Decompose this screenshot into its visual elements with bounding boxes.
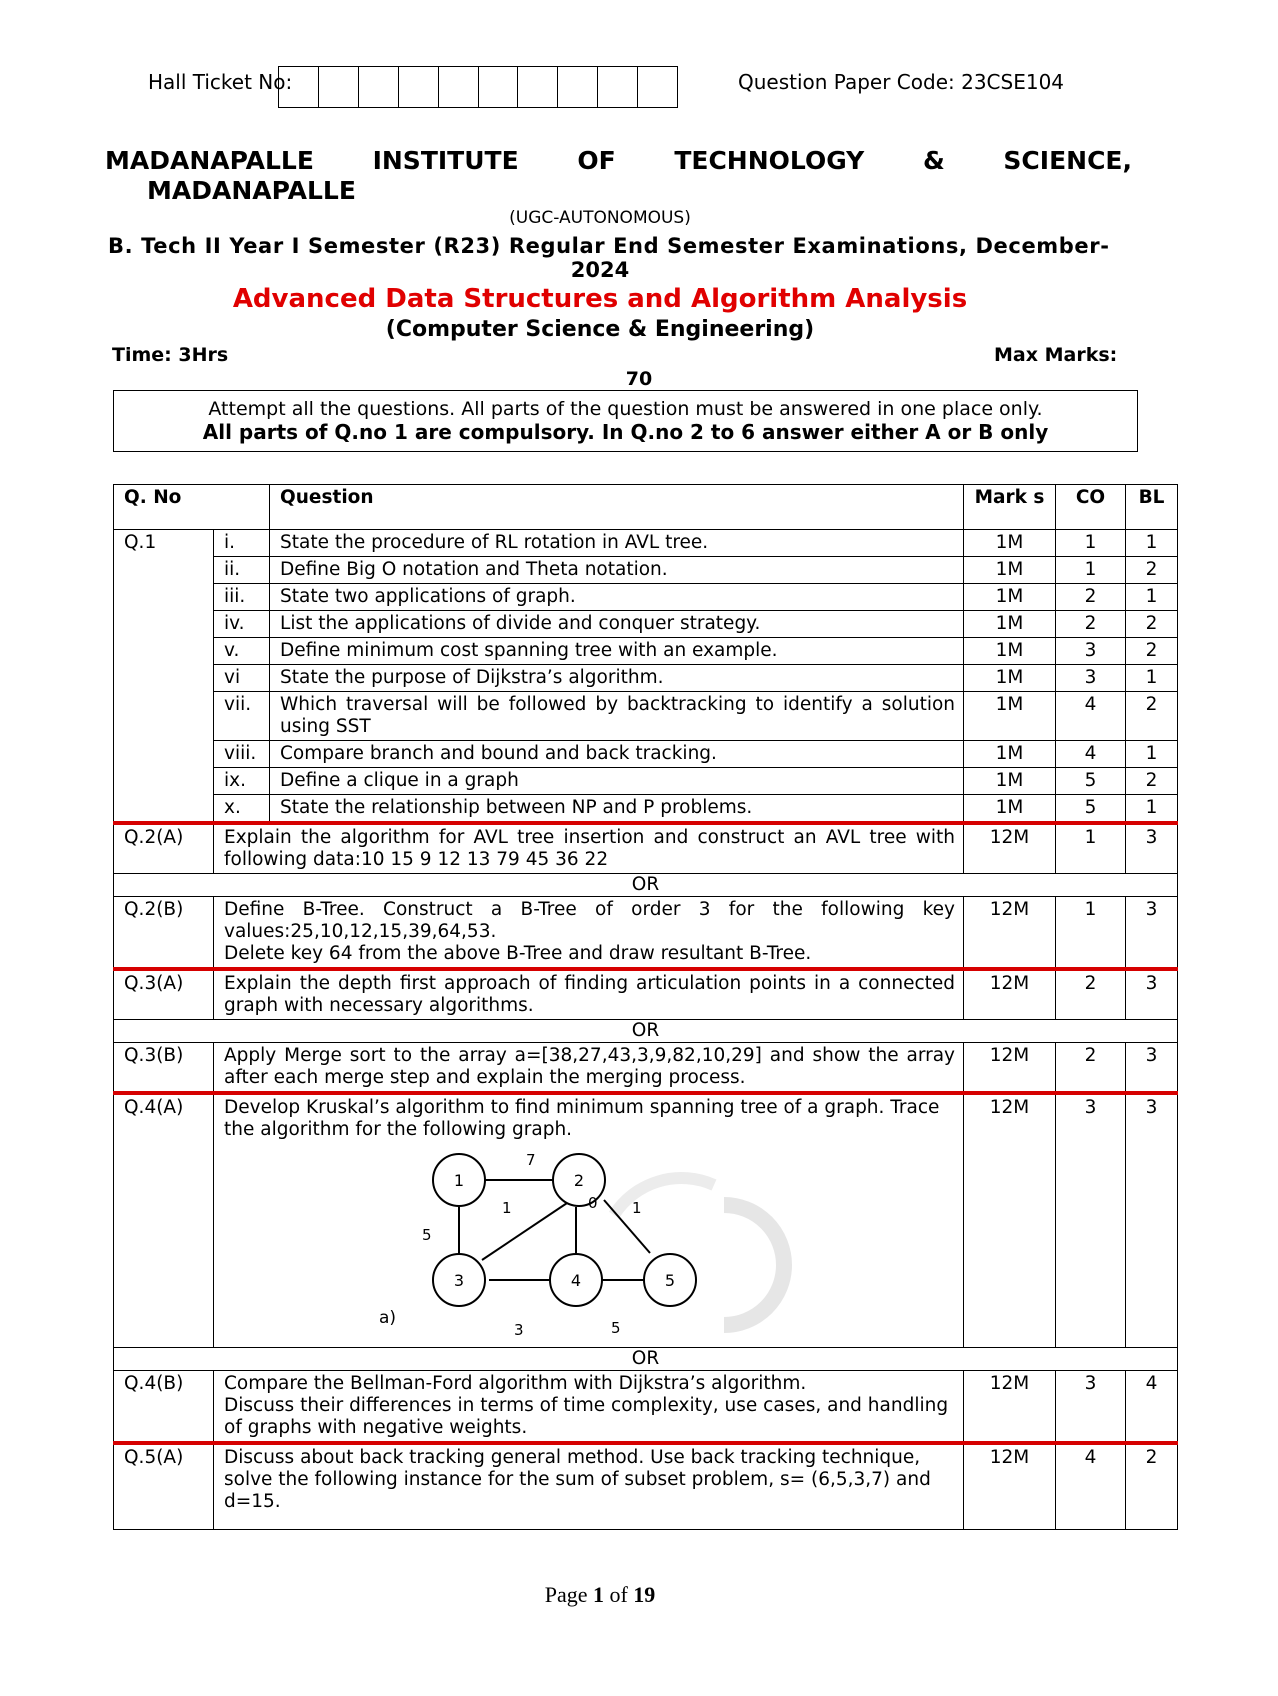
co: 1 — [1056, 823, 1126, 874]
bl: 3 — [1126, 1043, 1178, 1094]
header-bl: BL — [1126, 485, 1178, 530]
marks: 1M — [964, 768, 1056, 795]
table-row — [114, 611, 1178, 638]
page-total: 19 — [633, 1582, 656, 1607]
of-word: of — [609, 1582, 628, 1607]
co: 2 — [1056, 584, 1126, 611]
question-label: Q.3(B) — [114, 1043, 214, 1094]
marks: 12M — [964, 1093, 1056, 1348]
co: 2 — [1056, 1043, 1126, 1094]
or-divider: OR — [114, 874, 1178, 897]
edge-weight-3-4: 3 — [514, 1321, 524, 1339]
co: 5 — [1056, 795, 1126, 824]
table-row — [114, 795, 1178, 824]
node-label: 1 — [453, 1171, 465, 1190]
question-text: List the applications of divide and conquer strategy. — [270, 611, 964, 638]
bl: 3 — [1126, 1093, 1178, 1348]
exam-year: 2024 — [570, 258, 630, 282]
table-row — [114, 1371, 1178, 1444]
table-row — [114, 584, 1178, 611]
bl: 4 — [1126, 1371, 1178, 1444]
co: 5 — [1056, 768, 1126, 795]
marks: 12M — [964, 897, 1056, 970]
edge-weight-2-4: 0 — [588, 1194, 598, 1212]
question-text-part2: Discuss their differences in terms of time complexity, use cases, and handling of graphs with negative weights. — [224, 1395, 949, 1438]
co: 3 — [1056, 1093, 1126, 1348]
question-text — [214, 897, 964, 970]
bl: 1 — [1126, 741, 1178, 768]
question-text-part2: Delete key 64 from the above B-Tree and draw resultant B-Tree. — [224, 943, 812, 964]
question-text: Define minimum cost spanning tree with an example. — [270, 638, 964, 665]
question-text: Explain the algorithm for AVL tree insertion and construct an AVL tree with following data:10 15 9 12 13 79 45 36 22 — [214, 823, 964, 874]
or-divider: OR — [114, 1348, 1178, 1371]
edge-weight-1-3: 5 — [422, 1226, 432, 1244]
sub-number: i. — [214, 530, 270, 557]
sub-number: viii. — [214, 741, 270, 768]
question-text: State the procedure of RL rotation in AVL tree. — [270, 530, 964, 557]
marks: 1M — [964, 584, 1056, 611]
table-row — [114, 897, 1178, 970]
max-marks-value: 70 — [625, 368, 653, 390]
node-label: 3 — [453, 1271, 465, 1290]
co: 4 — [1056, 1443, 1126, 1530]
edge-weight-2-5: 1 — [632, 1199, 642, 1217]
node-label: 2 — [573, 1171, 585, 1190]
bl: 2 — [1126, 692, 1178, 741]
edge-weight-2-3: 1 — [502, 1199, 512, 1217]
paper-code: Question Paper Code: 23CSE104 — [738, 70, 1065, 94]
table-row — [114, 969, 1178, 1020]
marks: 12M — [964, 969, 1056, 1020]
exam-title: B. Tech II Year I Semester (R23) Regular End Semester Examinations, December- — [108, 234, 1110, 258]
question-label: Q.5(A) — [114, 1443, 214, 1530]
bl: 2 — [1126, 1443, 1178, 1530]
question-label: Q.2(A) — [114, 823, 214, 874]
sub-number: ix. — [214, 768, 270, 795]
watermark-arc — [724, 1205, 784, 1325]
question-text: Apply Merge sort to the array a=[38,27,43,3,9,82,10,29] and show the array after each merge step and explain the merging process. — [214, 1043, 964, 1094]
node-label: 5 — [664, 1271, 676, 1290]
page-word: Page — [544, 1582, 588, 1607]
exam-time: Time: 3Hrs — [112, 344, 229, 366]
graph-caption: a) — [379, 1308, 397, 1328]
table-row — [114, 692, 1178, 741]
bl: 2 — [1126, 611, 1178, 638]
table-row — [114, 638, 1178, 665]
question-text: Which traversal will be followed by backtracking to identify a solution using SST — [270, 692, 964, 741]
bl: 1 — [1126, 584, 1178, 611]
bl: 3 — [1126, 897, 1178, 970]
question-text: State the purpose of Dijkstra’s algorithm. — [270, 665, 964, 692]
kruskal-graph — [379, 1145, 974, 1345]
question-text — [214, 1093, 964, 1348]
question-text: Explain the depth first approach of finding articulation points in a connected graph with necessary algorithms. — [214, 969, 964, 1020]
question-text: Define a clique in a graph — [270, 768, 964, 795]
q1-label: Q.1 — [114, 530, 214, 824]
sub-number: v. — [214, 638, 270, 665]
question-text: State two applications of graph. — [270, 584, 964, 611]
instructions-box — [113, 390, 1138, 452]
question-text-part1: Develop Kruskal’s algorithm to find minimum spanning tree of a graph. Trace the algorithm for the following graph. — [224, 1097, 940, 1140]
bl: 2 — [1126, 638, 1178, 665]
bl: 1 — [1126, 795, 1178, 824]
watermark-arc — [614, 1178, 714, 1215]
sub-number: vii. — [214, 692, 270, 741]
co: 3 — [1056, 665, 1126, 692]
sub-number: iii. — [214, 584, 270, 611]
question-text: State the relationship between NP and P problems. — [270, 795, 964, 824]
question-text — [214, 1371, 964, 1444]
bl: 3 — [1126, 823, 1178, 874]
co: 2 — [1056, 611, 1126, 638]
subject-title: Advanced Data Structures and Algorithm Analysis — [232, 284, 968, 314]
sub-number: iv. — [214, 611, 270, 638]
instruction-line-1: Attempt all the questions. All parts of the question must be answered in one place only. — [208, 398, 1043, 420]
question-text-part1: Compare the Bellman-Ford algorithm with Dijkstra’s algorithm. — [224, 1373, 807, 1394]
bl: 1 — [1126, 665, 1178, 692]
question-label: Q.4(B) — [114, 1371, 214, 1444]
marks: 1M — [964, 741, 1056, 768]
question-label: Q.4(A) — [114, 1093, 214, 1348]
or-divider: OR — [114, 1020, 1178, 1043]
page-number: 1 — [592, 1582, 604, 1607]
edge-weight-1-2: 7 — [526, 1151, 536, 1169]
edge-2-5 — [604, 1200, 650, 1253]
marks: 1M — [964, 611, 1056, 638]
institute-name-line2: MADANAPALLE — [147, 176, 356, 205]
question-text-part1: Define B-Tree. Construct a B-Tree of order 3 for the following key values:25,10,12,15,39,64,53. — [224, 899, 956, 942]
question-table — [113, 484, 1178, 1530]
marks: 12M — [964, 1043, 1056, 1094]
header-question: Question — [270, 485, 964, 530]
bl: 3 — [1126, 969, 1178, 1020]
hall-ticket-label: Hall Ticket No: — [148, 70, 293, 94]
question-text: Compare branch and bound and back tracking. — [270, 741, 964, 768]
page-footer — [0, 1582, 1200, 1608]
co: 1 — [1056, 897, 1126, 970]
institute-name: MADANAPALLE INSTITUTE OF TECHNOLOGY & SCIENCE, — [105, 146, 1132, 175]
co: 4 — [1056, 692, 1126, 741]
marks: 1M — [964, 692, 1056, 741]
marks: 1M — [964, 795, 1056, 824]
table-row — [114, 1043, 1178, 1094]
marks: 12M — [964, 823, 1056, 874]
table-row — [114, 530, 1178, 557]
co: 4 — [1056, 741, 1126, 768]
edge-weight-4-5: 5 — [611, 1319, 621, 1337]
marks: 12M — [964, 1443, 1056, 1530]
sub-number: vi — [214, 665, 270, 692]
table-row — [114, 823, 1178, 874]
sub-number: ii. — [214, 557, 270, 584]
marks: 1M — [964, 557, 1056, 584]
co: 3 — [1056, 638, 1126, 665]
header-co: CO — [1056, 485, 1126, 530]
node-label: 4 — [570, 1271, 582, 1290]
autonomy-label: (UGC-AUTONOMOUS) — [509, 208, 691, 228]
instruction-line-2: All parts of Q.no 1 are compulsory. In Q.no 2 to 6 answer either A or B only — [202, 420, 1049, 444]
header-marks: Mark s — [964, 485, 1056, 530]
table-row — [114, 1093, 1178, 1348]
marks: 1M — [964, 665, 1056, 692]
marks: 1M — [964, 530, 1056, 557]
max-marks-label: Max Marks: — [994, 344, 1118, 366]
bl: 2 — [1126, 768, 1178, 795]
bl: 2 — [1126, 557, 1178, 584]
header-qno: Q. No — [114, 485, 270, 530]
question-label: Q.2(B) — [114, 897, 214, 970]
question-text: Discuss about back tracking general method. Use back tracking technique, solve the following instance for the sum of subset problem, s= (6,5,3,7) and d=15. — [214, 1443, 964, 1530]
co: 3 — [1056, 1371, 1126, 1444]
question-text: Define Big O notation and Theta notation. — [270, 557, 964, 584]
marks: 1M — [964, 638, 1056, 665]
branch: (Computer Science & Engineering) — [385, 317, 815, 342]
co: 1 — [1056, 530, 1126, 557]
co: 1 — [1056, 557, 1126, 584]
hall-ticket-boxes[interactable] — [278, 66, 678, 108]
marks: 12M — [964, 1371, 1056, 1444]
table-row — [114, 557, 1178, 584]
co: 2 — [1056, 969, 1126, 1020]
table-row — [114, 1443, 1178, 1530]
sub-number: x. — [214, 795, 270, 824]
bl: 1 — [1126, 530, 1178, 557]
table-row — [114, 665, 1178, 692]
table-row — [114, 768, 1178, 795]
table-row — [114, 741, 1178, 768]
question-label: Q.3(A) — [114, 969, 214, 1020]
